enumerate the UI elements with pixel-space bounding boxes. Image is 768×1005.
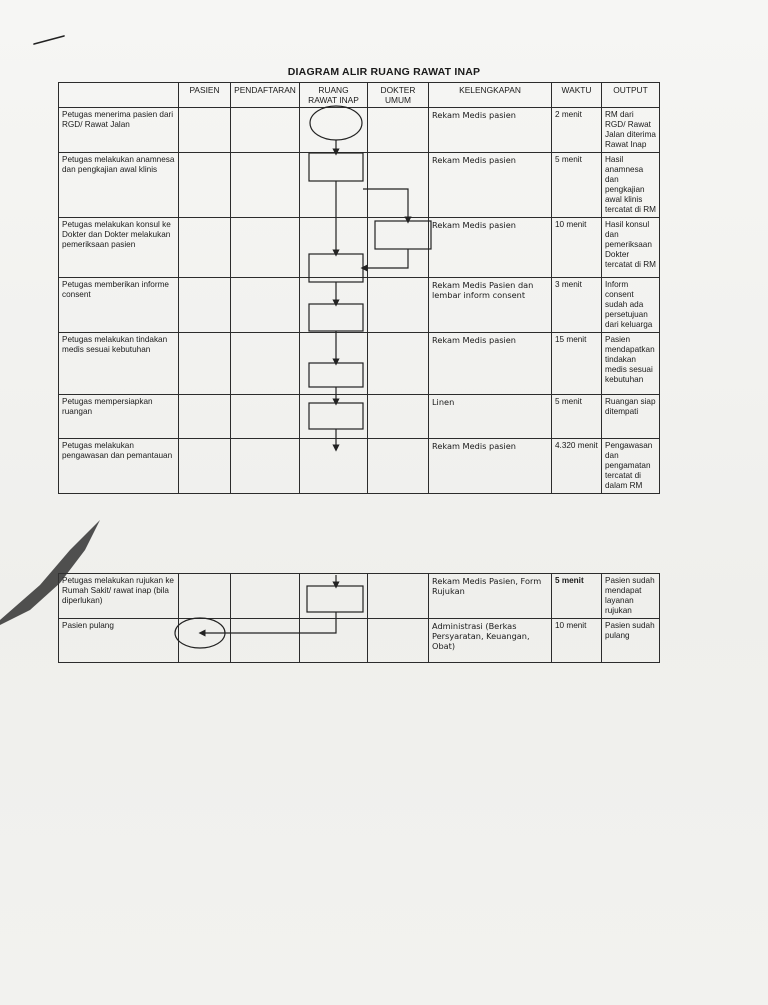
- waktu-cell: 4.320 menit: [552, 439, 602, 494]
- header-output: OUTPUT: [602, 83, 660, 108]
- flow-row: [59, 333, 660, 395]
- flow-row: [59, 395, 660, 439]
- waktu-cell: 10 menit: [552, 218, 602, 278]
- activity-cell: Petugas melakukan anamnesa dan pengkajian awal klinis: [59, 153, 179, 218]
- activity-cell: Petugas melakukan konsul ke Dokter dan Dokter melakukan pemeriksaan pasien: [59, 218, 179, 278]
- output-cell: Inform consent sudah ada persetujuan dari keluarga: [602, 278, 660, 333]
- output-cell: Ruangan siap ditempati: [602, 395, 660, 439]
- output-cell: Pasien mendapatkan tindakan medis sesuai kebutuhan: [602, 333, 660, 395]
- kelengkapan-cell: Rekam Medis Pasien dan lembar inform consent: [429, 278, 552, 333]
- flow-row: [59, 619, 660, 663]
- output-cell: RM dari RGD/ Rawat Jalan diterima Rawat Inap: [602, 108, 660, 153]
- diagram-title: DIAGRAM ALIR RUANG RAWAT INAP: [287, 66, 481, 78]
- activity-cell: Petugas mempersiapkan ruangan: [59, 395, 179, 439]
- kelengkapan-cell: Rekam Medis pasien: [429, 108, 552, 153]
- flow-row: [59, 439, 660, 494]
- activity-cell: Petugas melakukan pengawasan dan pemantauan: [59, 439, 179, 494]
- header-waktu: WAKTU: [552, 83, 602, 108]
- flowchart-table: [58, 82, 660, 494]
- flow-row: [59, 574, 660, 619]
- flow-row: [59, 108, 660, 153]
- activity-cell: Petugas melakukan rujukan ke Rumah Sakit/ rawat inap (bila diperlukan): [59, 574, 179, 619]
- waktu-cell: 3 menit: [552, 278, 602, 333]
- header-activity: [59, 83, 179, 108]
- waktu-cell: 10 menit: [552, 619, 602, 663]
- output-cell: Hasil konsul dan pemeriksaan Dokter tercatat di RM: [602, 218, 660, 278]
- kelengkapan-cell: Rekam Medis pasien: [429, 153, 552, 218]
- flow-row: [59, 218, 660, 278]
- output-cell: Hasil anamnesa dan pengkajian awal klinis tercatat di RM: [602, 153, 660, 218]
- kelengkapan-cell: Rekam Medis pasien: [429, 333, 552, 395]
- waktu-cell: 5 menit: [552, 395, 602, 439]
- header-dokter-umum: DOKTER UMUM: [368, 83, 429, 108]
- output-cell: Pengawasan dan pengamatan tercatat di dalam RM: [602, 439, 660, 494]
- header-ruang-rawat-inap: RUANG RAWAT INAP: [300, 83, 368, 108]
- header-kelengkapan: KELENGKAPAN: [429, 83, 552, 108]
- page-edge-shadow: [0, 515, 110, 625]
- activity-cell: Pasien pulang: [59, 619, 179, 663]
- flowchart-table-continued: [58, 573, 660, 663]
- waktu-cell: 5 menit: [552, 153, 602, 218]
- activity-cell: Petugas melakukan tindakan medis sesuai kebutuhan: [59, 333, 179, 395]
- kelengkapan-cell: Rekam Medis pasien: [429, 439, 552, 494]
- pen-mark: [30, 30, 70, 50]
- waktu-cell: 5 menit: [552, 574, 602, 619]
- header-pendaftaran: PENDAFTARAN: [231, 83, 300, 108]
- output-cell: Pasien sudah mendapat layanan rujukan: [602, 574, 660, 619]
- header-pasien: PASIEN: [179, 83, 231, 108]
- waktu-cell: 2 menit: [552, 108, 602, 153]
- activity-cell: Petugas memberikan informe consent: [59, 278, 179, 333]
- output-cell: Pasien sudah pulang: [602, 619, 660, 663]
- kelengkapan-cell: Administrasi (Berkas Persyaratan, Keuangan, Obat): [429, 619, 552, 663]
- kelengkapan-cell: Rekam Medis pasien: [429, 218, 552, 278]
- kelengkapan-cell: Rekam Medis Pasien, Form Rujukan: [429, 574, 552, 619]
- flow-row: [59, 153, 660, 218]
- activity-cell: Petugas menerima pasien dari RGD/ Rawat Jalan: [59, 108, 179, 153]
- flow-row: [59, 278, 660, 333]
- kelengkapan-cell: Linen: [429, 395, 552, 439]
- header-row: [59, 83, 660, 108]
- waktu-cell: 15 menit: [552, 333, 602, 395]
